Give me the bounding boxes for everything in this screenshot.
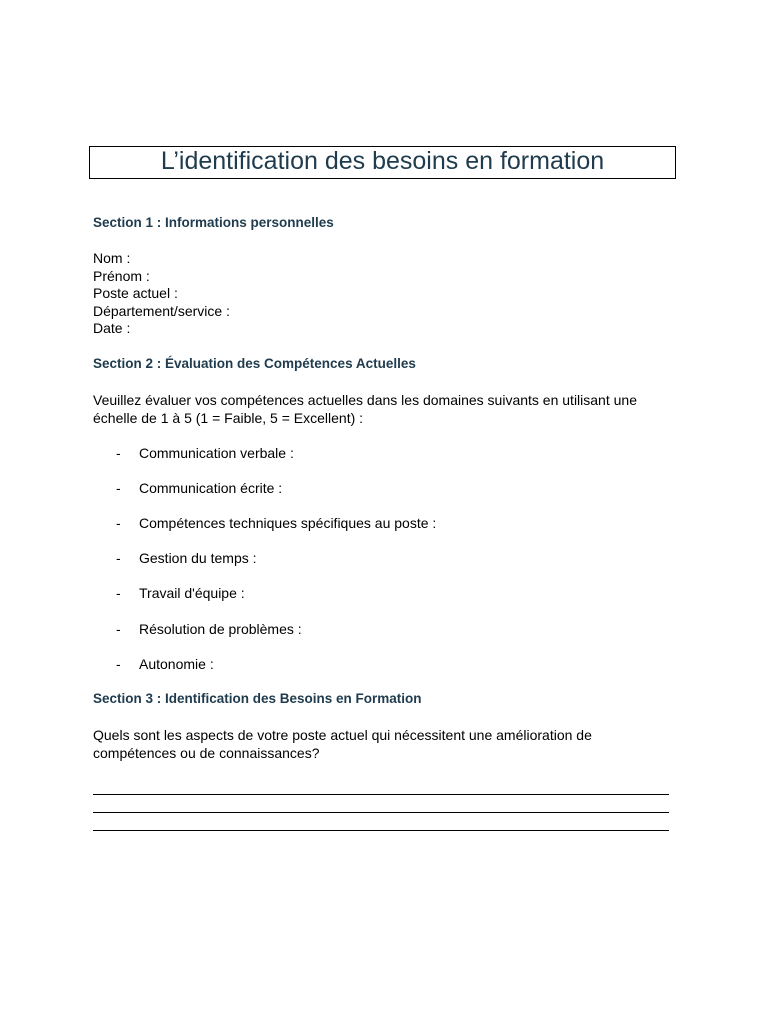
bullet-dash: - [116,515,121,531]
intro-line: échelle de 1 à 5 (1 = Faible, 5 = Excellent) : [93,410,364,426]
answer-line[interactable] [93,812,669,813]
question-line: compétences ou de connaissances? [93,745,320,761]
answer-line[interactable] [93,830,669,831]
intro-line: Veuillez évaluer vos compétences actuelles dans les domaines suivants en utilisant une [93,392,637,408]
competence-label: Autonomie : [139,656,214,672]
competence-label: Résolution de problèmes : [139,621,302,637]
field-prenom: Prénom : [93,267,150,284]
bullet-dash: - [116,550,121,566]
answer-line[interactable] [93,794,669,795]
bullet-dash: - [116,445,121,461]
competence-label: Communication écrite : [139,480,283,496]
field-departement-service: Département/service : [93,302,230,319]
competence-label: Communication verbale : [139,445,294,461]
field-date: Date : [93,320,131,337]
bullet-dash: - [116,621,121,637]
competence-label: Gestion du temps : [139,550,257,566]
competence-label: Travail d'équipe : [139,585,245,601]
field-nom: Nom : [93,250,131,266]
section-1-heading: Section 1 : Informations personnelles [93,215,334,230]
bullet-dash: - [116,480,121,496]
document-title-box [89,146,676,179]
section-2-intro [93,391,673,427]
question-line: Quels sont les aspects de votre poste actuel qui nécessitent une amélioration de [93,727,592,743]
competence-label: Compétences techniques spécifiques au poste : [139,515,437,531]
bullet-dash: - [116,656,121,672]
field-poste-actuel: Poste actuel : [93,285,178,302]
section-2-heading: Section 2 : Évaluation des Compétences Actuelles [93,356,416,371]
section-3-heading: Section 3 : Identification des Besoins en Formation [93,691,422,706]
document-title: L’identification des besoins en formation [160,147,605,175]
personal-info-fields [93,250,230,338]
section-3-question [93,726,673,762]
bullet-dash: - [116,585,121,601]
